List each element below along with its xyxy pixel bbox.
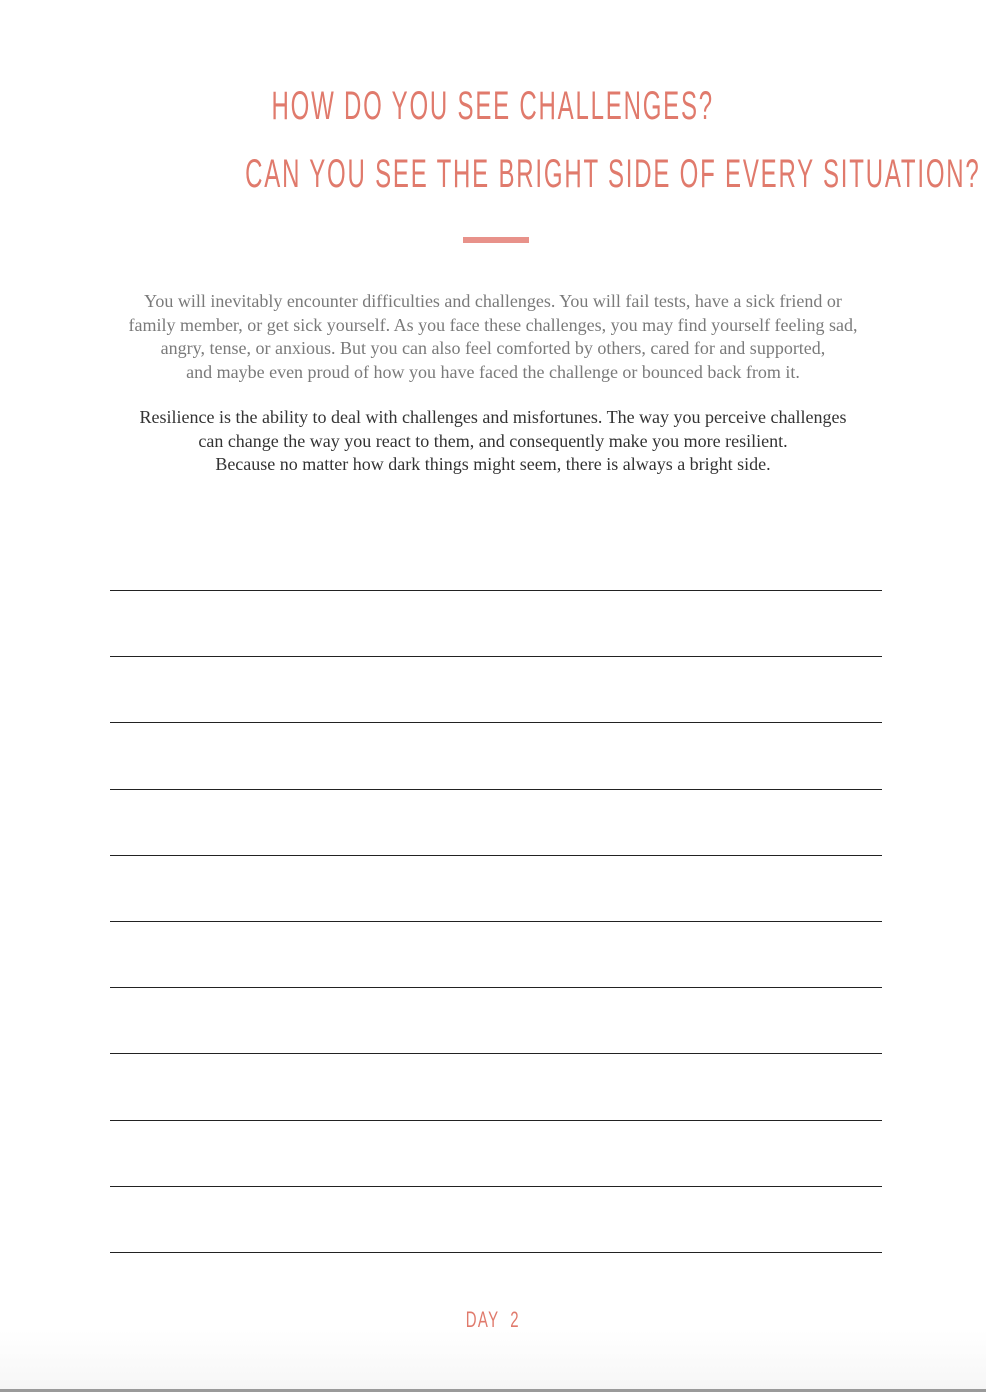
writing-line[interactable] — [110, 656, 882, 657]
title-line-2-text: CAN YOU SEE THE BRIGHT SIDE OF EVERY SITUATION? — [245, 152, 981, 196]
day-label-text: DAY 2 — [465, 1307, 521, 1332]
writing-line[interactable] — [110, 1186, 882, 1187]
writing-line[interactable] — [110, 1120, 882, 1121]
resilience-paragraph — [0, 406, 986, 477]
writing-line[interactable] — [110, 1053, 882, 1054]
resilience-line: Because no matter how dark things might seem, there is always a bright side. — [215, 454, 771, 474]
writing-line[interactable] — [110, 921, 882, 922]
writing-line[interactable] — [110, 987, 882, 988]
writing-line[interactable] — [110, 722, 882, 723]
intro-paragraph — [0, 290, 986, 384]
resilience-line: can change the way you react to them, and consequently make you more resilient. — [198, 430, 788, 451]
intro-line: angry, tense, or anxious. But you can also feel comforted by others, cared for and supported, — [160, 338, 826, 358]
day-label — [0, 1307, 986, 1333]
intro-line: You will inevitably encounter difficulties and challenges. You will fail tests, have a sick friend or — [144, 291, 842, 311]
intro-line: family member, or get sick yourself. As you face these challenges, you may find yourself feeling sad, — [128, 314, 858, 335]
writing-line[interactable] — [110, 1252, 882, 1253]
resilience-line: Resilience is the ability to deal with challenges and misfortunes. The way you perceive challenges — [139, 407, 847, 427]
writing-line[interactable] — [110, 590, 882, 591]
writing-line[interactable] — [110, 789, 882, 790]
accent-divider — [463, 237, 529, 243]
writing-line[interactable] — [110, 855, 882, 856]
title-line-2 — [0, 152, 986, 197]
intro-line: and maybe even proud of how you have faced the challenge or bounced back from it. — [186, 361, 800, 382]
title-line-1-text: HOW DO YOU SEE CHALLENGES? — [271, 84, 715, 128]
title-line-1 — [0, 84, 986, 129]
